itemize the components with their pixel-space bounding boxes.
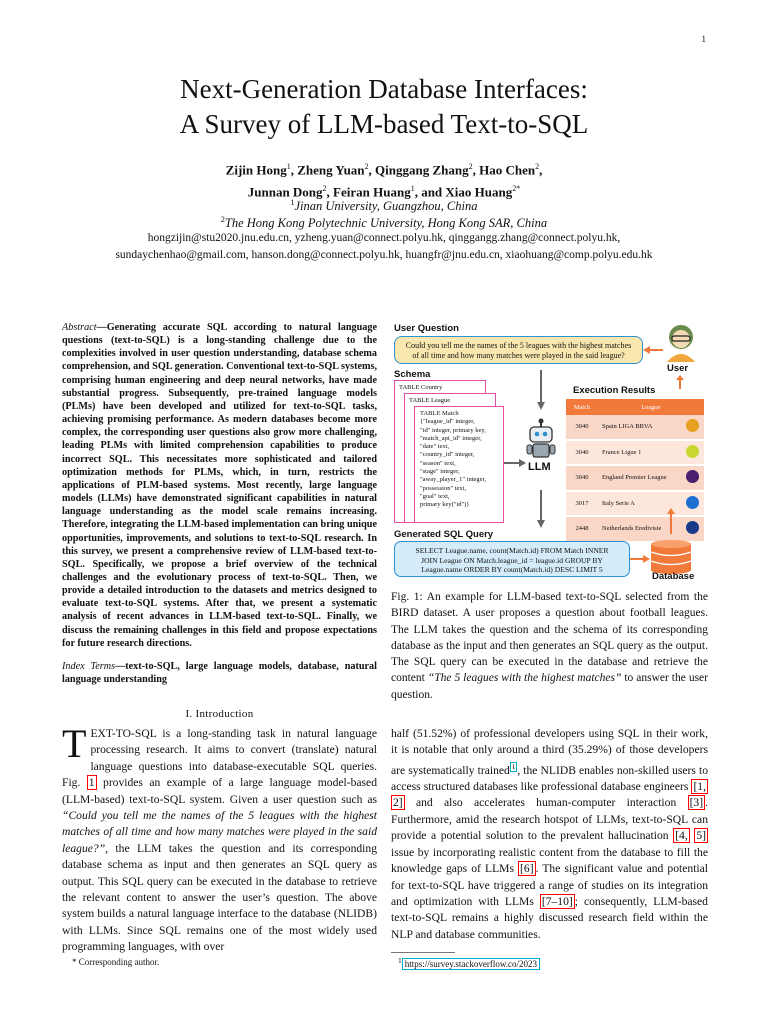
emails-line-2: sundaychenhao@gmail.com, hanson.dong@connect.polyu.hk, huangfr@jnu.edu.cn, xiaohuang@comp.polyu.edu.hk	[115, 249, 653, 261]
arrow-left-icon	[643, 346, 663, 354]
schema-field: "country_id" integer,	[420, 451, 475, 459]
match-count: 3017	[566, 491, 598, 517]
affiliation-1-text: Jinan University, Guangzhou, China	[294, 199, 478, 214]
author-separator: ,	[539, 162, 543, 178]
robot-icon	[526, 418, 556, 460]
footnote-url	[398, 956, 540, 969]
title-line-1: Next-Generation Database Interfaces:	[180, 74, 588, 104]
column-header-league: League	[598, 399, 704, 415]
schema-field: "stage" integer,	[420, 468, 460, 476]
index-terms-label: Index Terms	[62, 661, 116, 672]
author-separator: ,	[290, 162, 298, 178]
email-list	[0, 230, 768, 264]
schema-field: "match_api_id" integer,	[420, 434, 482, 442]
user-avatar-icon	[663, 322, 699, 362]
index-terms	[62, 660, 377, 686]
database-label: Database	[652, 571, 695, 582]
body-text-4: . Furthermore, amid the research hotspot of LLMs, text-to-SQL can provide a potential solution to the prevalent hallucination	[391, 796, 708, 843]
intro-quote: “Could you tell me the names of the 5 leagues with the highest matches of all time and how many matches were played in the said league?”	[62, 809, 377, 855]
figure-1	[391, 320, 708, 582]
affiliation-2-text: The Hong Kong Polytechnic University, Hong Kong SAR, China	[224, 216, 548, 231]
author-affiliation-marker: 2	[535, 162, 540, 171]
league-logo-icon	[686, 445, 699, 458]
author-affiliation-marker: 2	[468, 162, 473, 171]
league-logo-cell	[680, 440, 704, 466]
footnote-number: 1	[398, 956, 402, 965]
caption-text-2: to answer the user question.	[391, 672, 708, 701]
body-text-3: and also accelerates human-computer interaction	[404, 796, 688, 810]
introduction-continued	[391, 726, 708, 943]
league-logo-cell	[680, 415, 704, 440]
user-question-box	[394, 336, 643, 364]
footnote-divider	[391, 952, 455, 953]
citation-link[interactable]: [7–10]	[541, 894, 573, 908]
caption-text-1: Fig. 1: An example for LLM-based text-to-SQL selected from the BIRD dataset. A user proposes a question about football leagues. The LLM takes the question and the schema of its corresponding database as the input and then generates an SQL query as the output. The SQL query can be executed in the database and retrieve the content	[391, 591, 708, 685]
page-number: 1	[701, 34, 706, 44]
user-label: User	[667, 363, 689, 374]
table-country-label: TABLE Country	[399, 384, 443, 391]
schema-field: "id" integer, primary key,	[420, 426, 486, 434]
arrow-down-icon	[537, 490, 545, 528]
author-affiliation-marker: 2	[364, 162, 369, 171]
footnote-url-link[interactable]: https://survey.stackoverflow.co/2023	[402, 958, 540, 970]
generated-sql-box	[394, 541, 630, 577]
abstract-text: —Generating accurate SQL according to natural language questions (text-to-SQL) is a long-standing challenge due to the complexities involved in user question understanding, database schema comprehension, and SQL generation. Conventional text-to-SQL systems, comprising human engineering and deep neural networks, have made substantial progress. Subsequently, pre-trained language models (PLMs) have been developed and utilized for text-to-SQL tasks, achieving promising performance. As modern databases become more complex, the corresponding user questions also grow more challenging, leading PLMs with limited comprehension capabilities to produce incorrect SQL. This necessitates more sophisticated and tailored optimization methods for PLMs, which, in turn, restricts the applications of PLM-based systems. Most recently, large language models (LLMs) have demonstrated significant capabilities in natural language understanding as the model scale remains increasing. Therefore, integrating the LLM-based implementation can bring unique opportunities, improvements, and solutions to text-to-SQL research. In this survey, we present a comprehensive review of LLM-based text-to-SQL. Specifically, we propose a brief overview of the technical challenges and the evolutionary process of text-to-SQL. Then, we provide a detailed introduction to the datasets and metrics designed to evaluate text-to-SQL systems. After that, we present a systematic analysis of recent advances in LLM-based text-to-SQL. Finally, we discuss the remaining challenges in this field and propose expectations for future research directions.	[62, 322, 377, 649]
table-row	[566, 465, 704, 491]
abstract-label: Abstract	[62, 322, 97, 333]
execution-results-table	[566, 399, 704, 543]
league-logo-cell	[680, 465, 704, 491]
user-question-line-1: Could you tell me the names of the 5 leagues with the highest matches	[405, 341, 632, 350]
figure-reference-link[interactable]: 1	[88, 776, 95, 790]
schema-field: {"league_id" integer,	[420, 418, 475, 426]
citation-link[interactable]: 5]	[696, 829, 706, 843]
league-logo-cell	[680, 491, 704, 517]
intro-text-1: EXT-TO-SQL is a long-standing task in natural language processing research. It aims to convert (translate) natural language questions into database-executable SQL queries. Fig.	[62, 727, 377, 790]
table-row	[566, 491, 704, 517]
arrow-right-icon	[630, 555, 650, 563]
citation-link[interactable]: [3]	[689, 796, 704, 810]
author-affiliation-marker: 2*	[512, 184, 521, 194]
arrow-up-icon	[667, 508, 675, 534]
llm-label: LLM	[528, 461, 551, 473]
execution-results-label: Execution Results	[573, 385, 656, 396]
schema-field: "away_player_1" integer,	[420, 476, 487, 484]
database-icon	[649, 538, 693, 574]
user-question-line-2: of all time and how many matches were played in the said league?	[412, 351, 625, 360]
section-heading-introduction: I. Introduction	[185, 708, 254, 720]
sql-line-1: SELECT League.name, count(Match.id) FROM Match INNER	[415, 546, 609, 555]
league-name: France Ligue 1	[598, 440, 680, 466]
intro-text-3: , the LLM takes the question and its corresponding database schema as input and then generates an SQL query as output. This SQL query can be executed in the database to retrieve the relevant content to answer the user’s question. The above system builds a natural language interface to the database (NLIDB) with LLMs. Since SQL remains one of the most widely used programming languages, with over	[62, 841, 377, 954]
author-separator: ,	[472, 162, 480, 178]
body-text-2: , the NLIDB enables non-skilled users to access structured databases like professional database engineers	[391, 763, 708, 794]
paper-title	[0, 72, 768, 142]
match-count: 2448	[566, 516, 598, 542]
figure-caption	[391, 589, 708, 703]
citation-link[interactable]: [1,	[693, 780, 706, 794]
author-affiliation-marker: 2	[322, 184, 327, 194]
author-separator: , and	[414, 184, 446, 200]
author-separator: ,	[368, 162, 376, 178]
match-count: 3040	[566, 415, 598, 440]
footnote-reference-link[interactable]: 1	[511, 762, 516, 771]
title-line-2: A Survey of LLM-based Text-to-SQL	[179, 109, 589, 139]
user-question-label: User Question	[394, 323, 459, 334]
affiliation-2	[0, 211, 768, 232]
author-name: Zijin Hong	[225, 162, 287, 178]
author-name: Qinggang Zhang	[375, 162, 469, 178]
league-name: Netherlands Eredivisie	[598, 516, 680, 542]
drop-cap: T	[62, 721, 87, 766]
author-affiliation-marker: 1	[286, 162, 291, 171]
match-count: 3040	[566, 440, 598, 466]
author-name: Hao Chen	[479, 162, 536, 178]
body-text-5: issue by incorporating realistic content from the database to fill the knowledge gaps of LLMs	[391, 845, 708, 876]
table-match	[414, 406, 504, 523]
match-count: 3040	[566, 465, 598, 491]
affiliation-2-marker: 2	[220, 215, 225, 224]
league-name: Italy Serie A	[598, 491, 680, 517]
table-row	[566, 415, 704, 440]
league-logo-icon	[686, 521, 699, 534]
caption-quote: “The 5 leagues with the highest matches”	[427, 672, 622, 685]
sql-line-2: JOIN League ON Match.league_id = league.id GROUP BY	[421, 555, 603, 565]
abstract	[62, 321, 377, 650]
author-name: Junnan Dong	[247, 184, 323, 200]
match-field-list	[420, 418, 499, 509]
body-text-1: half (51.52%) of professional developers using SQL in their work, it is notable that only around a third (35.29%) of those developers are systematically trained	[391, 727, 708, 777]
schema-field: "season" text,	[420, 459, 456, 467]
generated-sql-label: Generated SQL Query	[394, 529, 494, 540]
sql-line-3: League.name ORDER BY count(Match.id) DESC LIMIT 5	[421, 565, 603, 574]
schema-label: Schema	[394, 369, 431, 380]
intro-text-2: provides an example of a large language model-based (LLM-based) text-to-SQL system. Given a user question such as	[62, 776, 377, 806]
body-text-7: ; consequently, LLM-based text-to-SQL remains a highly discussed research field within the NLP and database communities.	[391, 894, 708, 941]
league-name: England Premier League	[598, 465, 680, 491]
schema-field: "goal" text,	[420, 492, 450, 500]
footnote-corresponding-author: * Corresponding author.	[72, 957, 160, 967]
league-name: Spain LIGA BBVA	[598, 415, 680, 440]
author-affiliation-marker: 1	[410, 184, 415, 194]
league-logo-icon	[686, 470, 699, 483]
author-name: Feiran Huang	[333, 184, 411, 200]
citation-link[interactable]: [4,	[675, 829, 688, 843]
introduction-paragraph	[62, 721, 377, 956]
affiliation-1-marker: 1	[290, 198, 295, 207]
author-name: Zheng Yuan	[297, 162, 365, 178]
author-line-1	[0, 157, 768, 179]
citation-link[interactable]: [6]	[520, 862, 534, 876]
body-text-6: . The significant value and potential for text-to-SQL have triggered a range of studies on its integration and optimization with LLMs	[391, 862, 708, 908]
emails-line-1: hongzijin@stu2020.jnu.edu.cn, yzheng.yuan@connect.polyu.hk, qinggangg.zhang@connect.polyu.hk,	[147, 232, 621, 244]
author-name: Xiao Huang	[445, 184, 513, 200]
column-header-match: Match	[566, 399, 598, 415]
league-logo-icon	[686, 419, 699, 432]
citation-link[interactable]: 2]	[393, 796, 403, 810]
schema-field: primary key("id")}	[420, 501, 470, 509]
table-match-label: TABLE Match	[420, 410, 459, 417]
author-separator: ,	[326, 184, 334, 200]
index-terms-text: —text-to-SQL, large language models, database, natural language understanding	[62, 661, 377, 686]
schema-field: "date" text,	[420, 443, 450, 451]
table-league-label: TABLE League	[409, 397, 451, 404]
arrow-right-icon	[504, 459, 526, 467]
schema-field: "possession" text,	[420, 484, 467, 492]
arrow-down-icon	[537, 370, 545, 410]
arrow-up-icon	[676, 375, 684, 389]
table-row	[566, 440, 704, 466]
league-logo-icon	[686, 496, 699, 509]
